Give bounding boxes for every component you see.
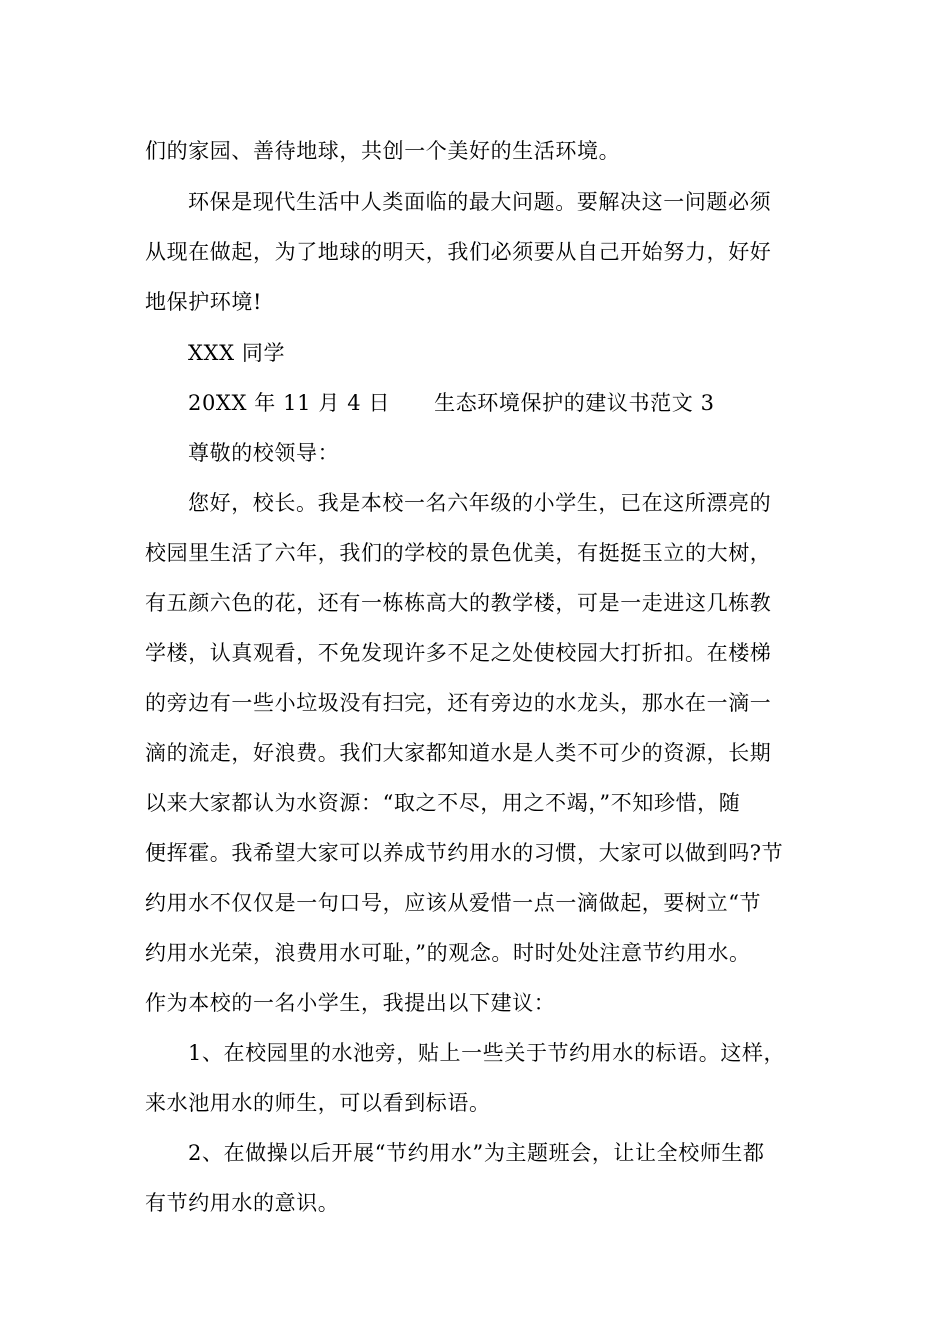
paragraph-line: 学楼，认真观看，不免发现许多不足之处使校园大打折扣。在楼梯 [145,641,772,665]
paragraph-line: 滴的流走，好浪费。我们大家都知道水是人类不可少的资源，长期 [145,741,772,765]
list-item-line: 来水池用水的师生，可以看到标语。 [145,1091,491,1115]
paragraph-line: 校园里生活了六年，我们的学校的景色优美，有挺挺玉立的大树， [145,541,772,565]
signature-name: XXX 同学 [188,341,286,365]
paragraph-line: 环保是现代生活中人类面临的最大问题。要解决这一问题必须 [188,190,772,214]
date-and-heading-line [188,386,858,420]
list-item-line: 1、在校园里的水池旁，贴上一些关于节约用水的标语。这样， [188,1041,786,1065]
signature-date: 20XX 年 11 月 4 日 [188,391,391,415]
list-item-line: 2、在做操以后开展“节约用水”为主题班会，让让全校师生都 [188,1141,765,1165]
paragraph-line: 地保护环境! [145,290,263,314]
paragraph-line: 有五颜六色的花，还有一栋栋高大的教学楼，可是一走进这几栋教 [145,591,772,615]
paragraph-line: 便挥霍。我希望大家可以养成节约用水的习惯，大家可以做到吗?节 [145,841,784,865]
salutation: 尊敬的校领导： [188,441,340,465]
paragraph-line: 约用水光荣，浪费用水可耻，”的观念。时时处处注意节约用水。 [145,941,751,965]
paragraph-line: 的旁边有一些小垃圾没有扫完，还有旁边的水龙头，那水在一滴一 [145,691,772,715]
paragraph-line: 从现在做起，为了地球的明天，我们必须要从自己开始努力，好好 [145,240,772,264]
list-item-line: 有节约用水的意识。 [145,1191,340,1215]
paragraph-line: 们的家园、善待地球，共创一个美好的生活环境。 [145,139,621,163]
paragraph-line: 您好，校长。我是本校一名六年级的小学生，已在这所漂亮的 [188,491,772,515]
paragraph-line: 以来大家都认为水资源：“取之不尽，用之不竭，”不知珍惜，随 [145,791,741,815]
paragraph-line: 作为本校的一名小学生，我提出以下建议： [145,991,556,1015]
section-heading: 生态环境保护的建议书范文 3 [434,391,715,415]
paragraph-line: 约用水不仅仅是一句口号，应该从爱惜一点一滴做起，要树立“节 [145,891,762,915]
